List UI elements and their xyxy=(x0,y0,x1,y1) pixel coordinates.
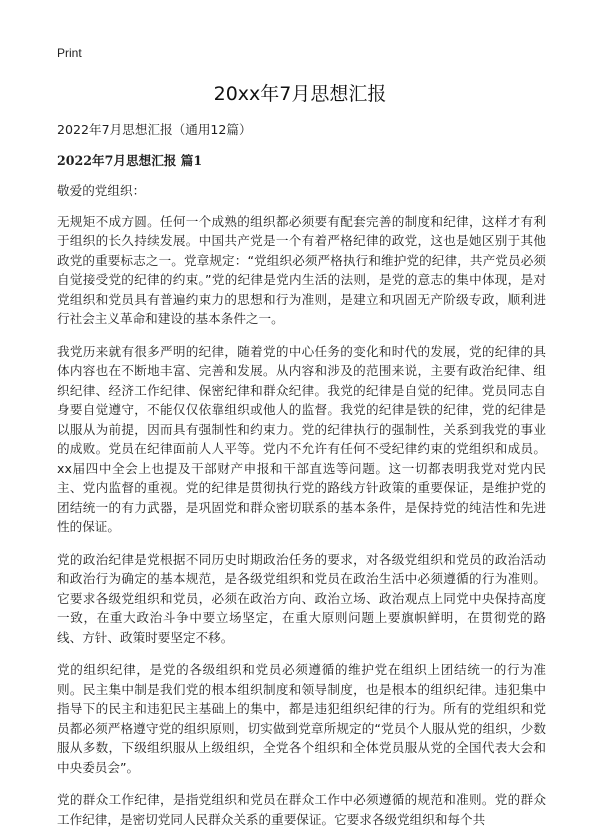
paragraph-1: 无规矩不成方圆。任何一个成熟的组织都必须要有配套完善的制度和纪律，这样才有利于组织的长久持续发展。中国共产党是一个有着严格纪律的政党，这也是她区别于其他政党的重要标志之一。党章规定：“党组织必须严格执行和维护党的纪律，共产党员必须自觉接受党的纪律的约束。”党的纪律是党内生活的法则，是党的意志的集中体现，是对党组织和党员具有普遍约束力的思想和行为准则，是建立和巩固无产阶级专政，顺利进行社会主义革命和建设的基本条件之一。 xyxy=(57,213,546,326)
print-link[interactable]: Print xyxy=(57,46,82,60)
paragraph-2: 我党历来就有很多严明的纪律，随着党的中心任务的变化和时代的发展，党的纪律的具体内容也在不断地丰富、完善和发展。从内容和涉及的范围来说，主要有政治纪律、组织纪律、经济工作纪律、保密纪律和群众纪律。我党的纪律是自觉的纪律。党员同志自身要自觉遵守，不能仅仅依靠组织或他人的监督。我党的纪律是铁的纪律，党的纪律是以服从为前提，因而具有强制性和约束力。党的纪律执行的强制性，关系到我党的事业的成败。党员在纪律面前人人平等。党内不允许有任何不受纪律约束的党组织和成员。xx届四中全会上也提及干部财产申报和干部直选等问题。这一切都表明我党对党内民主、党内监督的重视。党的纪律是贯彻执行党的路线方针政策的重要保证，是维护党的团结统一的有力武器，是巩固党和群众密切联系的基本条件，是保持党的纯洁性和先进性的保证。 xyxy=(57,343,546,534)
section-heading: 2022年7月思想汇报 篇1 xyxy=(57,152,203,168)
salutation: 敬爱的党组织： xyxy=(57,183,146,198)
paragraph-4: 党的组织纪律，是党的各级组织和党员必须遵循的维护党在组织上团结统一的行为准则。民主集中制是我们党的根本组织制度和领导制度，也是根本的组织纪律。违犯集中指导下的民主和违犯民主基础上的集中，都是违犯组织纪律的行为。所有的党组织和党员都必须严格遵守党的组织原则，切实做到党章所规定的“党员个人服从党的组织，少数服从多数，下级组织服从上级组织，全党各个组织和全体党员服从党的全国代表大会和中央委员会”。 xyxy=(57,662,546,775)
document-title: 20xx年7月思想汇报 xyxy=(213,83,387,105)
paragraph-3: 党的政治纪律是党根据不同历史时期政治任务的要求，对各级党组织和党员的政治活动和政治行为确定的基本规范，是各级党组织和党员在政治生活中必须遵循的行为准则。它要求各级党组织和党员，必须在政治方向、政治立场、政治观点上同党中央保持高度一致，在重大政治斗争中要立场坚定，在重大原则问题上要旗帜鲜明，在贯彻党的路线、方针、政策时要坚定不移。 xyxy=(57,551,546,645)
document-subtitle: 2022年7月思想汇报（通用12篇） xyxy=(57,122,252,137)
paragraph-5: 党的群众工作纪律，是指党组织和党员在群众工作中必须遵循的规范和准则。党的群众工作纪律，是密切党同人民群众关系的重要保证。它要求各级党组织和每个共 xyxy=(57,792,546,827)
document-body xyxy=(57,120,546,828)
